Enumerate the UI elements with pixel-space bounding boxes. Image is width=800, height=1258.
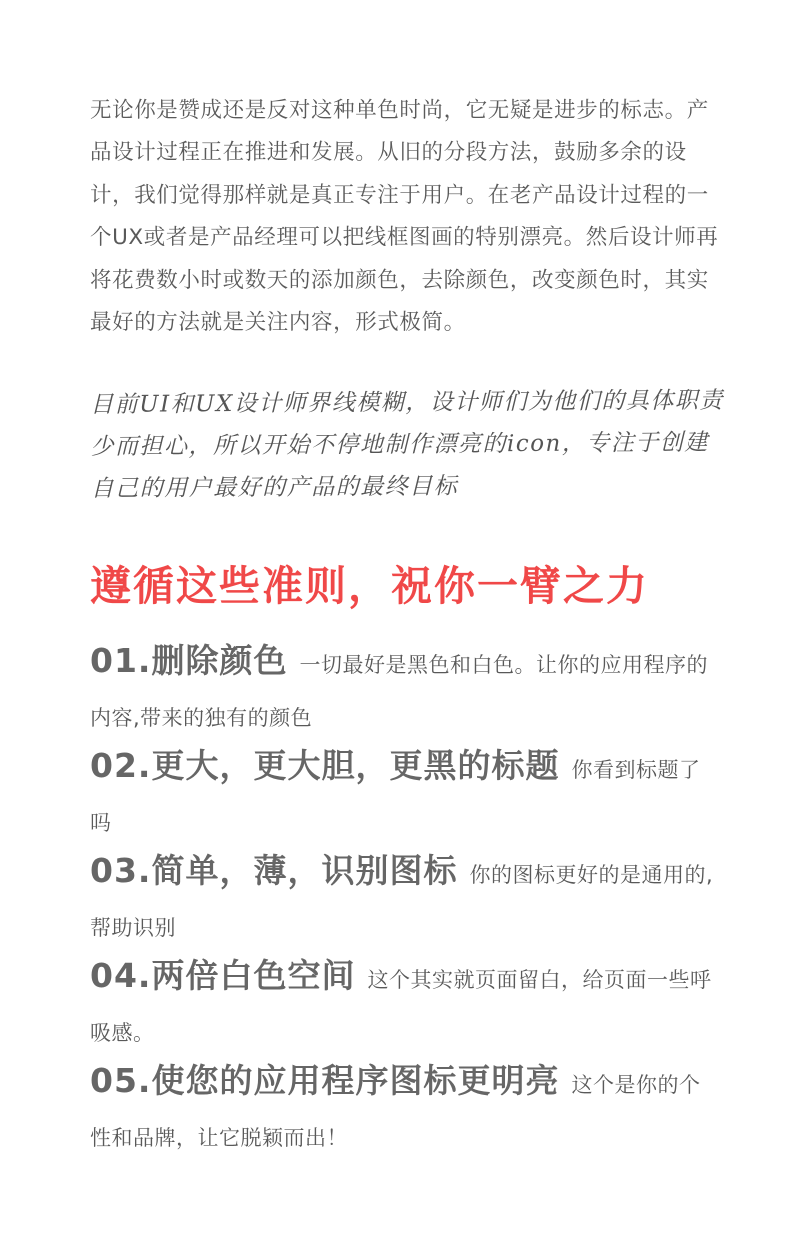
guideline-item-4 [90,949,720,1054]
guideline-item-5 [90,1054,720,1159]
guideline-text: 你看到标题了吗 [90,758,701,835]
guideline-text: 一切最好是黑色和白色。让你的应用程序的内容,带来的独有的颜色 [90,653,708,730]
guideline-text: 这个是你的个性和品牌，让它脱颖而出！ [90,1073,701,1150]
guideline-item-2 [90,739,720,844]
guideline-item-3 [90,844,720,949]
guideline-heading: 04.两倍白色空间 [90,956,356,995]
guideline-text: 这个其实就页面留白，给页面一些呼吸感。 [90,968,712,1045]
guideline-text: 你的图标更好的是通用的,帮助识别 [90,863,714,940]
guideline-item-1 [90,634,720,739]
guideline-heading: 01.删除颜色 [90,641,288,680]
guideline-list [90,634,720,1159]
intro-paragraph: 无论你是赞成还是反对这种单色时尚，它无疑是进步的标志。产品设计过程正在推进和发展。从旧的分段方法，鼓励多余的设计，我们觉得那样就是真正专注于用户。在老产品设计过程的一个UX或者是产品经理可以把线框图画的特别漂亮。然后设计师再将花费数小时或数天的添加颜色，去除颜色，改变颜色时，其实最好的方法就是关注内容，形式极简。 [90,98,719,336]
guideline-heading: 03.简单，薄，识别图标 [90,851,458,890]
handwritten-note: 目前UI和UX设计师界线模糊，设计师们为他们的具体职责少而担心，所以开始不停地制作漂亮的icon，专注于创建自己的用户最好的产品的最终目标 [90,387,724,502]
section-title: 遵循这些准则，祝你一臂之力 [90,562,649,610]
guideline-heading: 02.更大，更大胆，更黑的标题 [90,746,560,785]
guideline-heading: 05.使您的应用程序图标更明亮 [90,1061,560,1100]
